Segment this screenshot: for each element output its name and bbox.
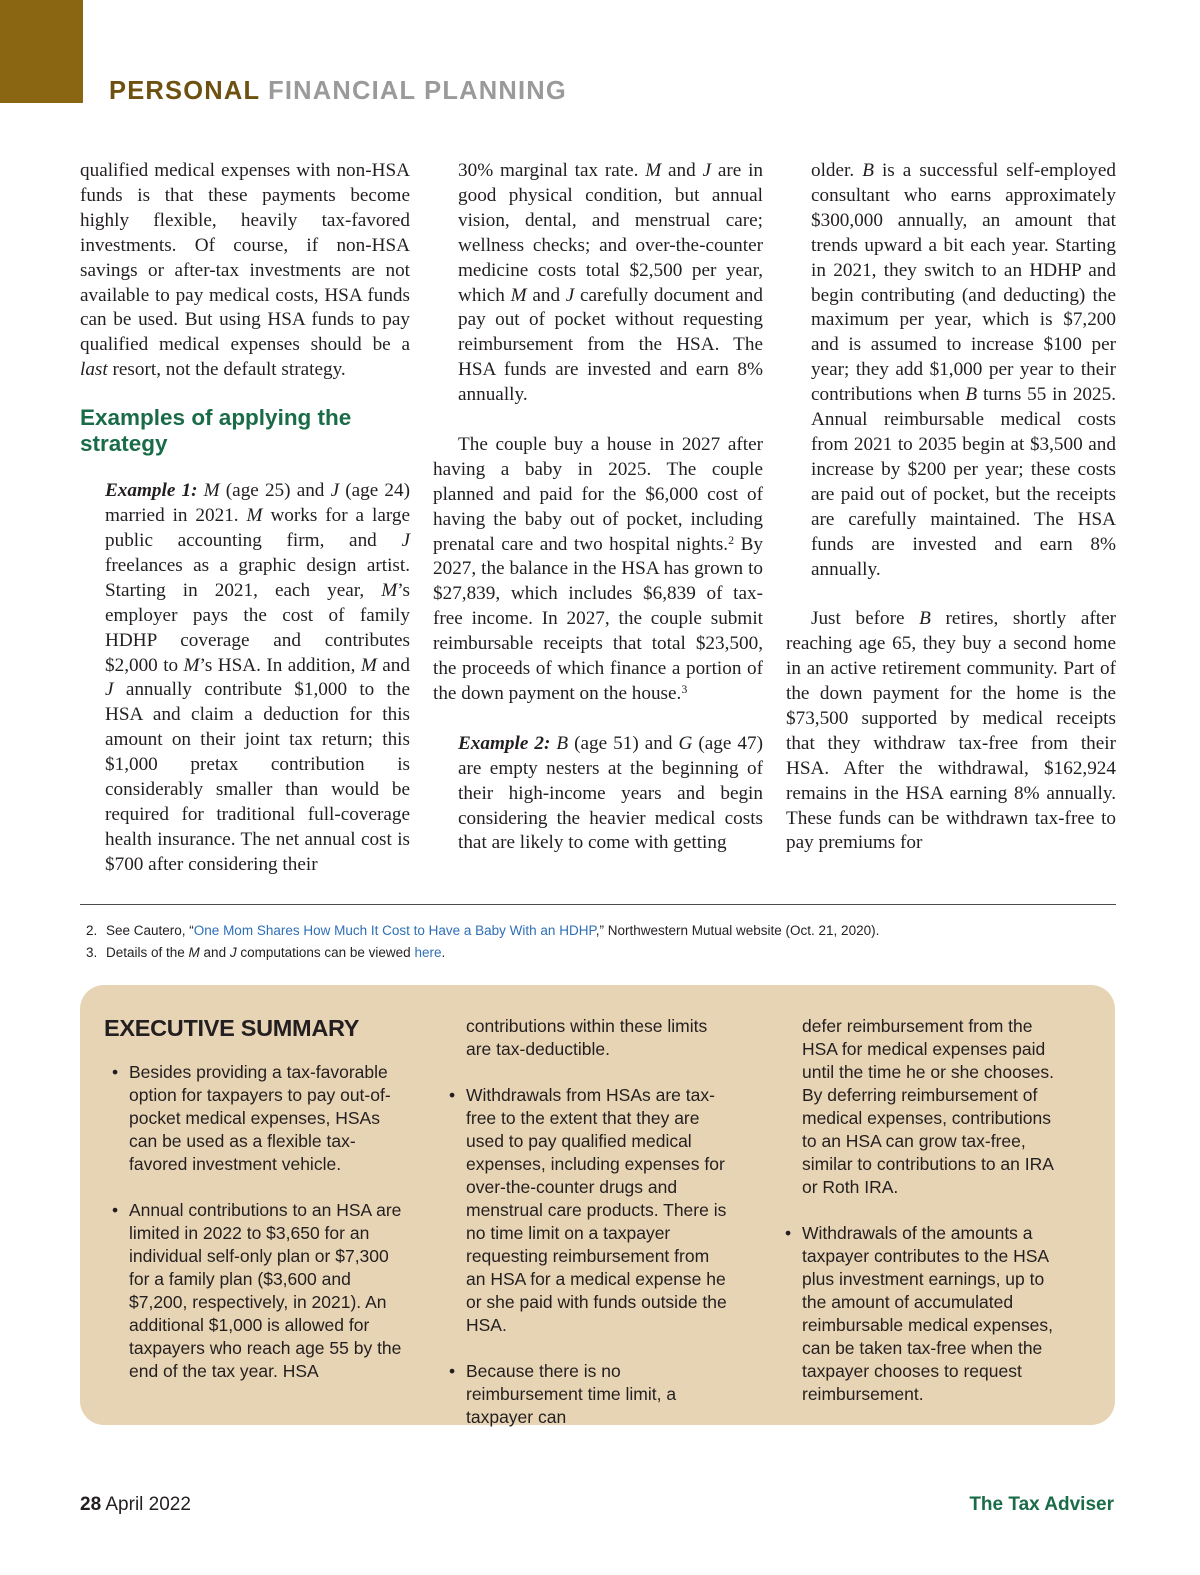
summary-bullet: • Annual contributions to an HSA are limited in 2022 to $3,650 for an individual self-only plan or $7,300 for a family plan ($3,600 and $7,200, respectively, in 2021). An additional $1,000 is allowed for taxpayers who reach age 55 by the end of the tax year. HSA bbox=[104, 1199, 404, 1383]
paragraph: qualified medical expenses with non-HSA funds is that these payments become highly flexible, heavily tax-favored investments. Of course, if non-HSA savings or after-tax investments are not available to pay medical costs, HSA funds can be used. But using HSA funds to pay qualified medical expenses should be a last resort, not the default strategy. bbox=[80, 160, 410, 381]
section-header bbox=[109, 76, 567, 106]
summary-bullet: • Withdrawals of the amounts a taxpayer contributes to the HSA plus investment earnings, up to the amount of accumulated reimbursable medical expenses, can be taken tax-free when the taxpayer chooses to request reimbursement. bbox=[777, 1222, 1067, 1406]
footnote-ref[interactable]: 3 bbox=[681, 682, 688, 697]
summary-column-1 bbox=[104, 1015, 404, 1383]
example-2-paragraph: Example 2: B (age 51) and G (age 47) are empty nesters at the beginning of their high-income years and begin considering the heavier medical costs that are likely to come with getting bbox=[458, 732, 764, 854]
summary-column-3 bbox=[777, 1015, 1067, 1406]
page-footer bbox=[80, 1494, 1114, 1516]
footnote-3-link[interactable]: here bbox=[414, 944, 442, 960]
paragraph: 30% marginal tax rate. M and J are in good physical condition, but annual vision, dental, and menstrual care; wellness checks; and over-the-counter medicine costs total $2,500 per year, which M and J carefully document and pay out of pocket without requesting reimbursement from the HSA. The HSA funds are invested and earn 8% annually. bbox=[458, 160, 763, 406]
paragraph: The couple buy a house in 2027 after having a baby in 2025. The couple planned and paid for the $6,000 cost of having the baby out of pocket, including prenatal care and two hospital nights.$^2$ By 2027, the balance in the HSA has grown to $27,839, which includes $6,839 of tax-free income. In 2027, the couple submit reimbursable receipts that total $23,500, the proceeds of which finance a portion of the down payment on the house.$^3$ bbox=[433, 433, 763, 705]
paragraph: Just before B retires, shortly after reaching age 65, they buy a second home in an active retirement community. Part of the down payment for the home is the $73,500 supported by medical receipts that they withdraw tax-free from their HSA. After the withdrawal, $162,924 remains in the HSA earning 8% annually. These funds can be withdrawn tax-free to pay premiums for bbox=[786, 608, 1117, 854]
footnote-divider bbox=[80, 904, 1116, 905]
section-header-light: FINANCIAL PLANNING bbox=[268, 77, 567, 105]
example-label: Example 2: bbox=[458, 732, 551, 754]
summary-title: EXECUTIVE SUMMARY bbox=[104, 1015, 360, 1041]
example-1-paragraph: Example 1: M (age 25) and J (age 24) married in 2021. M works for a large public accounting firm, and J freelances as a graphic design artist. Starting in 2021, each year, M’s employer pays the cost of family HDHP coverage and contributes $2,000 to M’s HSA. In addition, M and J annually contribute $1,000 to the HSA and claim a deduction for this amount on their joint tax return; this $1,000 pretax contribution is considerably smaller than would be required for traditional full-coverage health insurance. The net annual cost is $700 after considering their bbox=[105, 480, 410, 875]
summary-list bbox=[777, 1222, 1067, 1406]
summary-list bbox=[441, 1084, 731, 1429]
executive-summary-box bbox=[80, 985, 1115, 1425]
footnote-ref[interactable]: 2 bbox=[728, 532, 735, 547]
article-column-2 bbox=[433, 159, 763, 856]
page-number: 28 bbox=[80, 1494, 102, 1515]
article-column-1 bbox=[80, 159, 410, 878]
section-header-bold: PERSONAL bbox=[109, 77, 260, 105]
summary-list bbox=[104, 1061, 404, 1383]
subheading: Examples of applying the strategy bbox=[80, 405, 352, 456]
section-color-tab bbox=[0, 0, 83, 103]
footnote-2-link[interactable]: One Mom Shares How Much It Cost to Have a Baby With an HDHP bbox=[193, 923, 596, 938]
summary-bullet: • Withdrawals from HSAs are tax-free to the extent that they are used to pay qualified medical expenses, including expenses for over-the-counter drugs and menstrual care products. There is no time limit on a taxpayer requesting reimbursement from an HSA for a medical expense he or she paid with funds outside the HSA. bbox=[441, 1084, 731, 1337]
summary-bullet: • Besides providing a tax-favorable option for taxpayers to pay out-of-pocket medical expenses, HSAs can be used as a flexible tax-favored investment vehicle. bbox=[104, 1061, 404, 1176]
paragraph: older. B is a successful self-employed consultant who earns approximately $300,000 annually, an amount that trends upward a bit each year. Starting in 2021, they switch to an HDHP and begin contributing (and deducting) the maximum per year, which is $7,200 and is assumed to increase $100 per year; they add $1,000 per year to their contributions when B turns 55 in 2025. Annual reimbursable medical costs from 2021 to 2035 begin at $3,500 and increase by $200 per year; these costs are paid out of pocket, but the receipts are carefully maintained. The HSA funds are invested and earn 8% annually. bbox=[811, 160, 1116, 580]
article-column-3 bbox=[786, 159, 1116, 856]
summary-continuation: defer reimbursement from the HSA for medical expenses paid until the time he or she chooses. By deferring reimbursement of medical expenses, contributions to an HSA can grow tax-free, similar to contributions to an IRA or Roth IRA. bbox=[802, 1016, 1054, 1197]
footnotes bbox=[86, 920, 879, 963]
footnote-2: 2. See Cautero, “One Mom Shares How Much It Cost to Have a Baby With an HDHP,” Northwestern Mutual website (Oct. 21, 2020). bbox=[86, 923, 880, 938]
summary-continuation: contributions within these limits are tax-deductible. bbox=[466, 1016, 708, 1059]
summary-column-2 bbox=[441, 1015, 731, 1429]
example-label: Example 1: bbox=[105, 480, 198, 502]
footnote-3: 3. Details of the M and J computations can be viewed here. bbox=[86, 944, 446, 960]
summary-bullet: • Because there is no reimbursement time limit, a taxpayer can bbox=[441, 1360, 731, 1429]
publication-name: The Tax Adviser bbox=[969, 1494, 1114, 1515]
issue-date: April 2022 bbox=[105, 1494, 191, 1515]
